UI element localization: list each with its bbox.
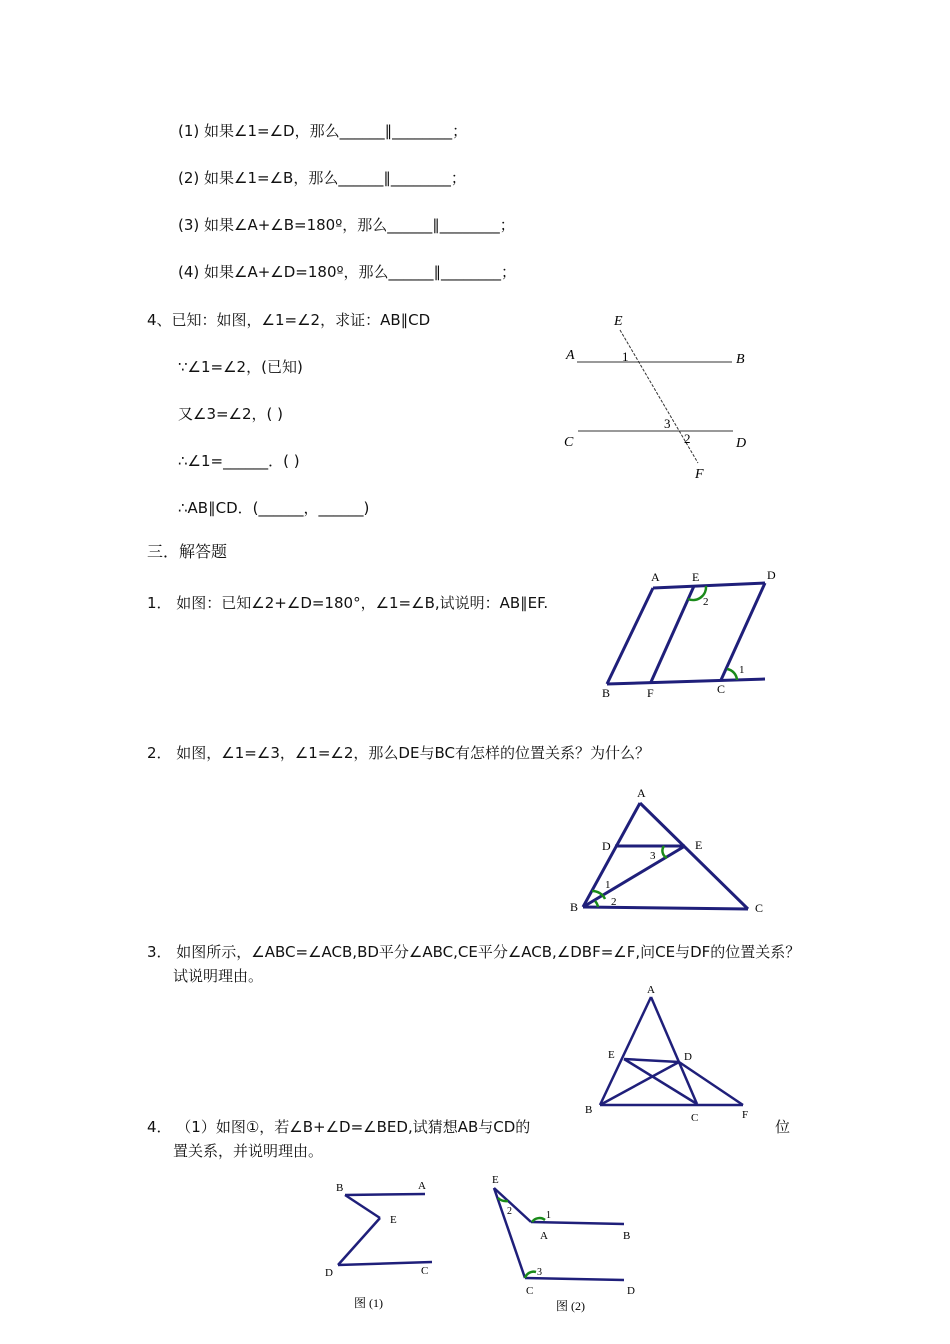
figure-2-caption: 图 (2) — [556, 1299, 585, 1313]
label-D: D — [325, 1267, 333, 1279]
angle-1: 1 — [605, 879, 611, 891]
section-title: 三．解答题 — [147, 542, 228, 561]
label-D: D — [602, 839, 611, 853]
problem-1-text: 1． 如图：已知∠2+∠D=180°，∠1=∠B,试说明：AB∥EF. — [147, 594, 549, 612]
label-C: C — [526, 1285, 534, 1297]
label-C: C — [564, 435, 574, 450]
fill-blank-4: (4) 如果∠A+∠D=180º，那么______∥________； — [178, 263, 517, 281]
problem-2-text: 2． 如图，∠1=∠3，∠1=∠2，那么DE与BC有怎样的位置关系？为什么？ — [147, 744, 650, 762]
angle-2: 2 — [507, 1206, 512, 1217]
angle-1: 1 — [739, 664, 745, 676]
label-B: B — [336, 1182, 344, 1194]
problem-4-text-tail: 位 — [775, 1118, 791, 1136]
angle-3: 3 — [537, 1267, 542, 1278]
problem-4-text-2: 置关系，并说明理由。 — [173, 1142, 324, 1160]
problem-4-text-1: 4． （1）如图①，若∠B+∠D=∠BED,试猜想AB与CD的 — [147, 1118, 531, 1136]
label-E: E — [492, 1174, 499, 1186]
problem-3-text-2: 试说明理由。 — [173, 967, 264, 985]
label-F: F — [742, 1109, 749, 1121]
label-D: D — [767, 568, 776, 582]
label-C: C — [691, 1112, 699, 1124]
figure-1-caption: 图 (1) — [354, 1296, 383, 1310]
proof-line-3: ∴∠1=______．( ) — [178, 452, 300, 470]
label-B: B — [736, 352, 745, 367]
angle-1: 1 — [622, 349, 629, 364]
proof-title: 4、已知：如图，∠1=∠2，求证：AB∥CD — [147, 311, 431, 329]
label-A: A — [651, 570, 660, 584]
fill-blank-2: (2) 如果∠1=∠B，那么______∥________； — [178, 169, 466, 187]
label-E: E — [390, 1214, 397, 1226]
label-B: B — [570, 900, 579, 914]
angle-3: 3 — [664, 416, 671, 431]
label-E: E — [692, 570, 700, 584]
fill-blank-3: (3) 如果∠A+∠B=180º，那么______∥________； — [178, 216, 515, 234]
proof-line-2: 又∠3=∠2，( ) — [178, 405, 284, 423]
label-A: A — [418, 1180, 426, 1192]
label-D: D — [684, 1051, 692, 1063]
label-C: C — [717, 682, 726, 696]
angle-2: 2 — [684, 431, 691, 446]
label-F: F — [647, 686, 654, 700]
angle-3: 3 — [650, 850, 656, 862]
label-F: F — [695, 467, 704, 482]
label-E: E — [614, 314, 623, 329]
label-A: A — [540, 1230, 548, 1242]
label-C: C — [755, 901, 764, 915]
label-D: D — [627, 1285, 635, 1297]
label-A: A — [566, 348, 575, 363]
angle-2: 2 — [611, 896, 617, 908]
label-D: D — [736, 436, 747, 451]
label-A: A — [637, 786, 646, 800]
fill-blank-1: (1) 如果∠1=∠D，那么______∥________； — [178, 122, 468, 140]
angle-2: 2 — [703, 596, 709, 608]
angle-1: 1 — [546, 1210, 551, 1221]
problem-3-text-1: 3． 如图所示，∠ABC=∠ACB,BD平分∠ABC,CE平分∠ACB,∠DBF=∠F,问CE与DF的位置关系？ — [147, 943, 801, 961]
label-E: E — [608, 1049, 615, 1061]
label-A: A — [647, 984, 655, 996]
label-C: C — [421, 1265, 429, 1277]
proof-line-1: ∵∠1=∠2，(已知) — [178, 358, 303, 376]
label-E: E — [695, 838, 703, 852]
label-B: B — [585, 1104, 593, 1116]
label-B: B — [623, 1230, 631, 1242]
proof-line-4: ∴AB∥CD．(______，______) — [178, 499, 370, 517]
label-B: B — [602, 686, 611, 700]
